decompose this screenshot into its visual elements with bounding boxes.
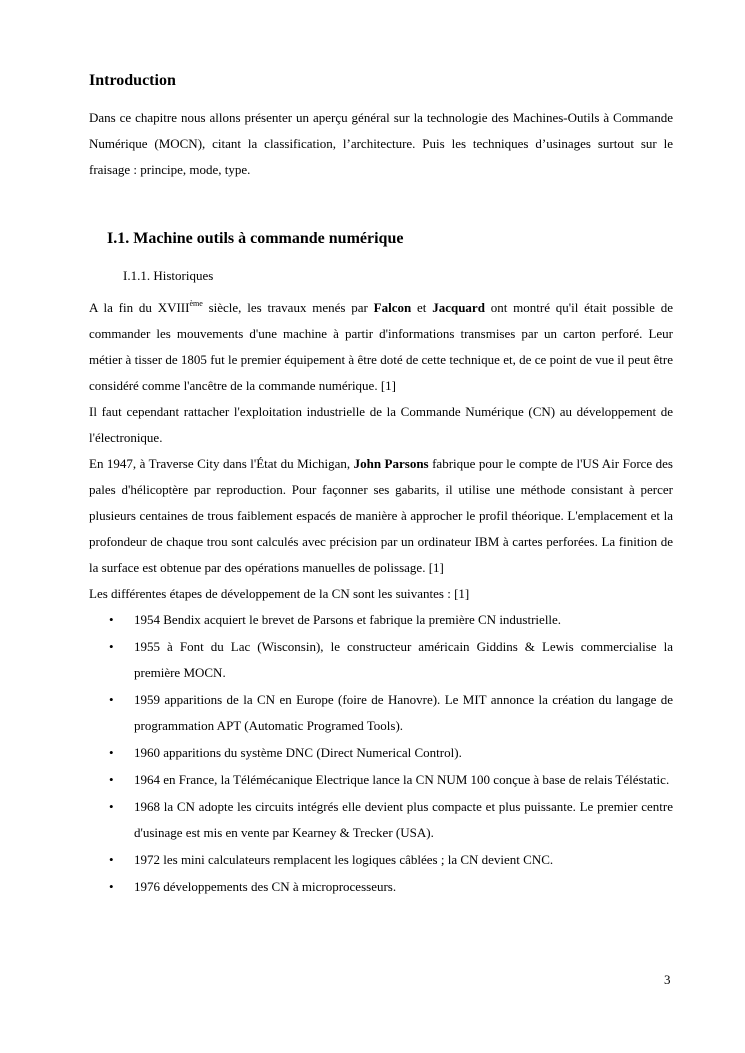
section-heading: I.1. Machine outils à commande numérique — [107, 230, 404, 247]
history-paragraph-4: Les différentes étapes de développement de la CN sont les suivantes : [1] — [89, 586, 470, 601]
name-john-parsons: John Parsons — [353, 456, 429, 471]
history-paragraph-3: En 1947, à Traverse City dans l'État du Michigan, John Parsons fabrique pour le compte de l'US Air Force des pales d'hélicoptère par reproduction. Pour façonner ses gabarits, il utilise une méthode consistant à percer plusieurs centaines de trous faiblement espacés de manière à approcher le profil théorique. L'emplacement et la profondeur de chaque trou sont calculés avec précision par un ordinateur IBM à cartes perforées. La finition de la surface est obtenue par des opérations manuelles de polissage. [1] — [89, 456, 673, 575]
history-paragraph-2: Il faut cependant rattacher l'exploitation industrielle de la Commande Numérique (CN) au développement de l'électronique. — [89, 404, 673, 445]
list-item: • 1959 apparitions de la CN en Europe (foire de Hanovre). Le MIT annonce la création du langage de programmation APT (Automatic Programed Tools). — [89, 687, 673, 739]
list-item: • 1968 la CN adopte les circuits intégrés elle devient plus compacte et plus puissante. Le premier centre d'usinage est mis en vente par Kearney & Trecker (USA). — [89, 794, 673, 846]
bullet-icon: • — [109, 745, 114, 760]
name-falcon: Falcon — [373, 300, 412, 315]
list-item: • 1954 Bendix acquiert le brevet de Parsons et fabrique la première CN industrielle. — [89, 607, 673, 633]
superscript-eme: ème — [189, 299, 203, 308]
list-item: • 1955 à Font du Lac (Wisconsin), le constructeur américain Giddins & Lewis commercialise la première MOCN. — [89, 634, 673, 686]
page-number: 3 — [664, 972, 671, 987]
bullet-icon: • — [109, 692, 114, 707]
intro-paragraph: Dans ce chapitre nous allons présenter un aperçu général sur la technologie des Machines-Outils à Commande Numérique (MOCN), citant la classification, l’architecture. Puis les techniques d’usinages surtout sur le fraisage : principe, mode, type. — [89, 110, 673, 177]
name-jacquard: Jacquard — [432, 300, 485, 315]
development-steps-list — [89, 607, 673, 900]
list-item: • 1972 les mini calculateurs remplacent les logiques câblées ; la CN devient CNC. — [89, 847, 673, 873]
bullet-icon: • — [109, 772, 114, 787]
bullet-icon: • — [109, 852, 114, 867]
subsection-heading: I.1.1. Historiques — [123, 268, 214, 283]
list-item: • 1964 en France, la Télémécanique Electrique lance la CN NUM 100 conçue à base de relais Téléstatic. — [89, 767, 673, 793]
list-item: • 1960 apparitions du système DNC (Direct Numerical Control). — [89, 740, 673, 766]
bullet-icon: • — [109, 612, 114, 627]
bullet-icon: • — [109, 879, 114, 894]
intro-heading: Introduction — [89, 72, 176, 89]
bullet-icon: • — [109, 799, 114, 814]
document-page — [89, 66, 673, 901]
list-item: • 1976 développements des CN à microprocesseurs. — [89, 874, 673, 900]
history-paragraph-1: A la fin du XVIIIème siècle, les travaux menés par Falcon et Jacquard ont montré qu'il était possible de commander les mouvements d'une machine à partir d'informations transmises par un carton perforé. Leur métier à tisser de 1805 fut le premier équipement à être doté de cette technique et, de ce point de vue il peut être considéré comme l'ancêtre de la commande numérique. [1] — [89, 299, 673, 393]
bullet-icon: • — [109, 639, 114, 654]
